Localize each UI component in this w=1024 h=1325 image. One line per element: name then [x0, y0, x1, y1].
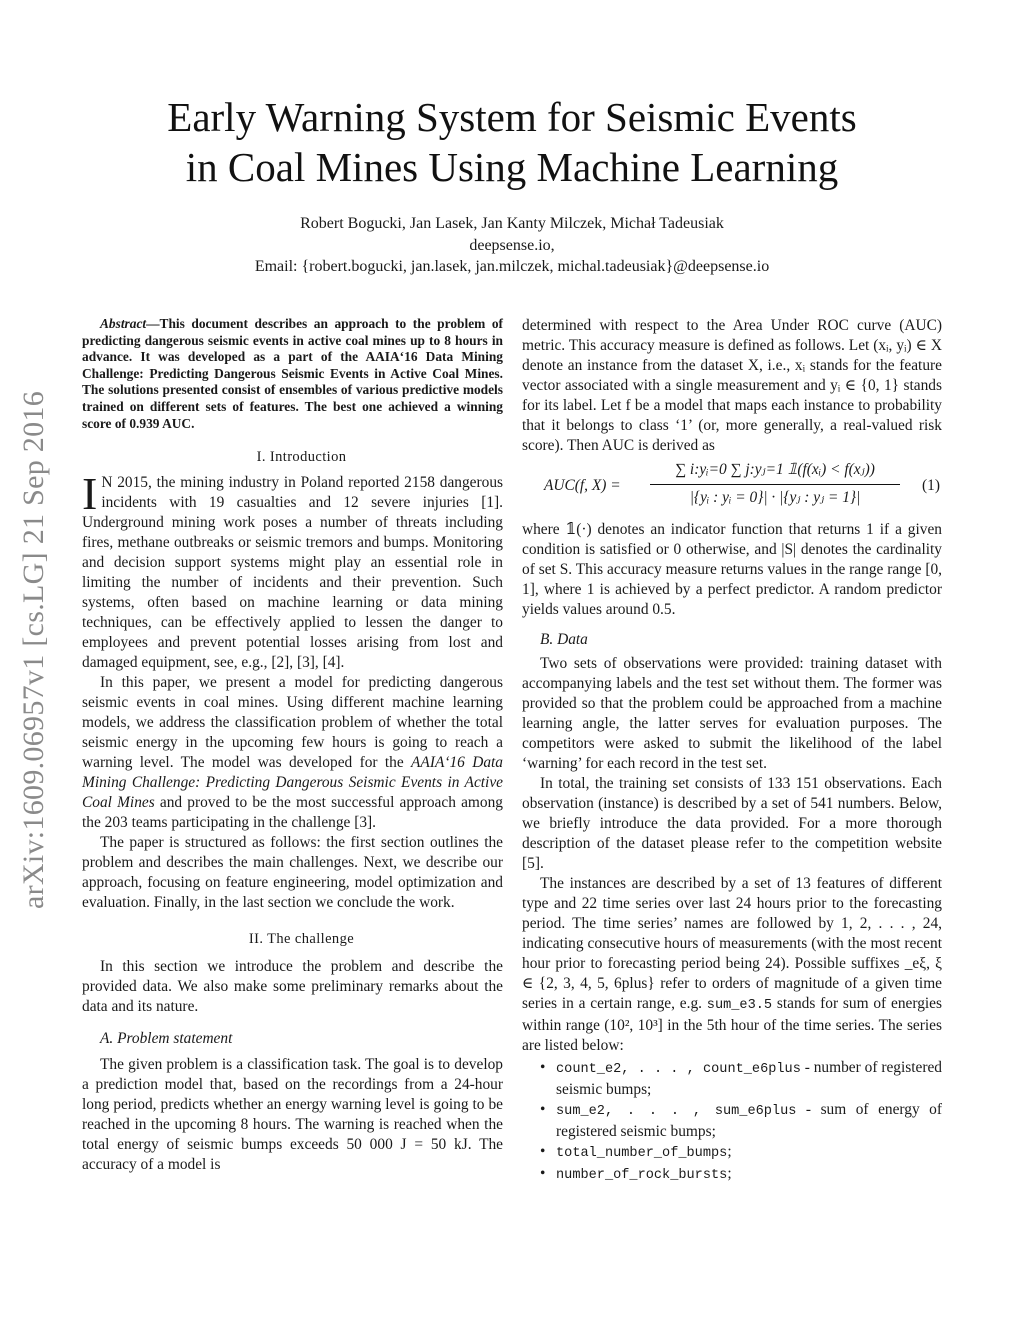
- equation-number: (1): [922, 477, 940, 494]
- intro-paragraph-3: The paper is structured as follows: the first section outlines the problem and describes the main challenges. Next, we describe our approach, focusing on feature engineering, model optimization and evaluation. Finally, in the last section we conclude the work.: [82, 834, 503, 912]
- right-column: [522, 316, 942, 1186]
- list-item: [556, 1142, 942, 1164]
- right-paragraph-2: where 𝟙(·) denotes an indicator function that returns 1 if a given condition is satisfied or 0 otherwise, and |S| denotes the cardinality of set S. This accuracy measure returns values in the range range [0, 1], where 1 is achieved by a perfect predictor. A random predictor yields values around 0.5.: [522, 521, 942, 618]
- equation-numerator: ∑ i:yᵢ=0 ∑ j:yⱼ=1 𝟙(f(xᵢ) < f(xⱼ)): [650, 460, 900, 485]
- abstract-label: Abstract: [100, 316, 147, 331]
- authors: Robert Bogucki, Jan Lasek, Jan Kanty Milczek, Michał Tadeusiak: [300, 215, 724, 232]
- arxiv-stamp: [8, 355, 60, 945]
- subB-p3-b: stands for sum of energies within range (10², 10³] in the 5th hour of the time series. The series are listed below:: [522, 995, 942, 1054]
- equation-denominator: |{yᵢ : yᵢ = 0}| · |{yⱼ : yⱼ = 1}|: [689, 489, 861, 506]
- subsection-b-heading: B. Data: [540, 631, 588, 648]
- abstract: [82, 316, 503, 432]
- intro-p2-a: In this paper, we present a model for predicting dangerous seismic events in coal mines. Using different machine learning models, we address the classification problem of whether the total seismic energy in the upcoming few hours is going to reach a warning level. The model was developed for the: [82, 674, 503, 772]
- section-2-paragraph: In this section we introduce the problem and describe the provided data. We also make some preliminary remarks about the data and its nature.: [82, 958, 503, 1016]
- paper-title: [110, 92, 914, 192]
- title-line-2: in Coal Mines Using Machine Learning: [185, 144, 839, 190]
- list-item-text: - number of registered seismic bumps;: [556, 1059, 942, 1098]
- section-1-heading: I. Introduction: [256, 449, 347, 466]
- right-paragraph-1: determined with respect to the Area Under ROC curve (AUC) metric. This accuracy measure is defined as follows. Let (xᵢ, yᵢ) ∈ X denote an instance from the dataset X, i.e., xᵢ stands for the feature vector associated with a single measurement and yᵢ ∈ {0, 1} stands for its label. Let f be a model that maps each instance to probability that it belongs to class ‘1’ (or, more generally, a real-valued risk score). Then AUC is derived as: [522, 317, 942, 454]
- list-item-code: number_of_rock_bursts: [556, 1168, 728, 1183]
- equation-fraction: [650, 460, 900, 508]
- subsection-b-paragraph-3: [522, 874, 942, 1056]
- list-item-text: - sum of energy of registered seismic bumps;: [556, 1101, 942, 1140]
- title-line-1: Early Warning System for Seismic Events: [167, 94, 857, 140]
- subsection-a-heading: A. Problem statement: [100, 1030, 233, 1048]
- subsection-a-paragraph: The given problem is a classification task. The goal is to develop a prediction model that, based on the recordings from a 24-hour long period, predicts whether an energy warning level is going to be reached in the upcoming 8 hours. The warning is reached when the total energy of seismic bumps exceeds 50 000 J = 50 kJ. The accuracy of a model is: [82, 1056, 503, 1174]
- list-item-code: count_e2, . . . , count_e6plus: [556, 1062, 801, 1077]
- list-item-code: sum_e2, . . . , sum_e6plus: [556, 1104, 797, 1119]
- series-list: [522, 1058, 942, 1186]
- subsection-b-paragraph-2: In total, the training set consists of 133 151 observations. Each observation (instance) is described by a set of 541 numbers. Below, we briefly introduce the data provided. For a more thorough description of the dataset please refer to the competition website [5].: [522, 775, 942, 872]
- list-item: [556, 1164, 942, 1186]
- intro-p1-text: N 2015, the mining industry in Poland reported 2158 dangerous incidents with 19 casualties and 12 severe injuries [1]. Underground mining work poses a number of threats including fires, methane outbreaks or seismic tremors and bumps. Monitoring and decision support systems might play an essential role in limiting the number of incidents and their prevention. Such systems, often based on machine learning or data mining techniques, can be effectively applied to lessen the danger to employees and prevent potential losses arising from lost and damaged equipment, see, e.g., [2], [3], [4].: [82, 474, 503, 672]
- email: Email: {robert.bogucki, jan.lasek, jan.milczek, michal.tadeusiak}@deepsense.io: [254, 258, 770, 275]
- subB-p3-a: The instances are described by a set of 13 features of different type and 22 time series over last 24 hours prior to the forecasting period. The time series’ names are followed by 1, 2, . . . , 24, indicating consecutive hours of measurements (with the most recent hour prior to forecasting period being 24). Possible suffixes _eξ, ξ ∈ {2, 3, 4, 5, 6plus} refer to orders of magnitude of a given time series in a certain range, e.g.: [522, 875, 942, 1012]
- intro-p2-italic: AAIA‘16 Data Mining Challenge: Predicting Dangerous Seismic Events in Active Coal Mines: [82, 754, 503, 812]
- list-item: [556, 1100, 942, 1142]
- list-item-code: total_number_of_bumps: [556, 1146, 728, 1161]
- affiliation: deepsense.io,: [469, 237, 555, 254]
- subB-p3-code: sum_e3.5: [706, 998, 773, 1013]
- list-item: [556, 1058, 942, 1100]
- arxiv-id: arXiv:1609.06957v1 [cs.LG] 21 Sep 2016: [17, 390, 51, 910]
- auc-equation: [522, 460, 942, 516]
- left-column: [82, 316, 503, 1175]
- list-item-text: ;: [727, 1143, 732, 1160]
- section-2-heading: II. The challenge: [248, 931, 355, 948]
- subsection-b-paragraph-1: Two sets of observations were provided: training dataset with accompanying labels and the test set without them. The former was provided so that the problem could be approached from a machine learning angle, the latter serves for evaluation purposes. The competitors were asked to submit the likelihood of the label ‘warning’ for each record in the test set.: [522, 655, 942, 772]
- intro-paragraph-2: [82, 673, 503, 833]
- intro-p2-b: and proved to be the most successful approach among the 203 teams participating in the challenge [3].: [82, 794, 503, 832]
- equation-lhs: AUC(f, X) =: [544, 477, 621, 494]
- list-item-text: ;: [727, 1165, 732, 1182]
- drop-cap: I: [82, 468, 98, 520]
- intro-paragraph-1: [82, 468, 503, 673]
- abstract-text: —This document describes an approach to the problem of predicting dangerous seismic events in active coal mines up to 8 hours in advance. It was developed as a part of the AAIA‘16 Data Mining Challenge: Predicting Dangerous Seismic Events in Active Coal Mines. The solutions presented consist of ensembles of various predictive models trained on different sets of features. The best one achieved a winning score of 0.939 AUC.: [82, 316, 503, 431]
